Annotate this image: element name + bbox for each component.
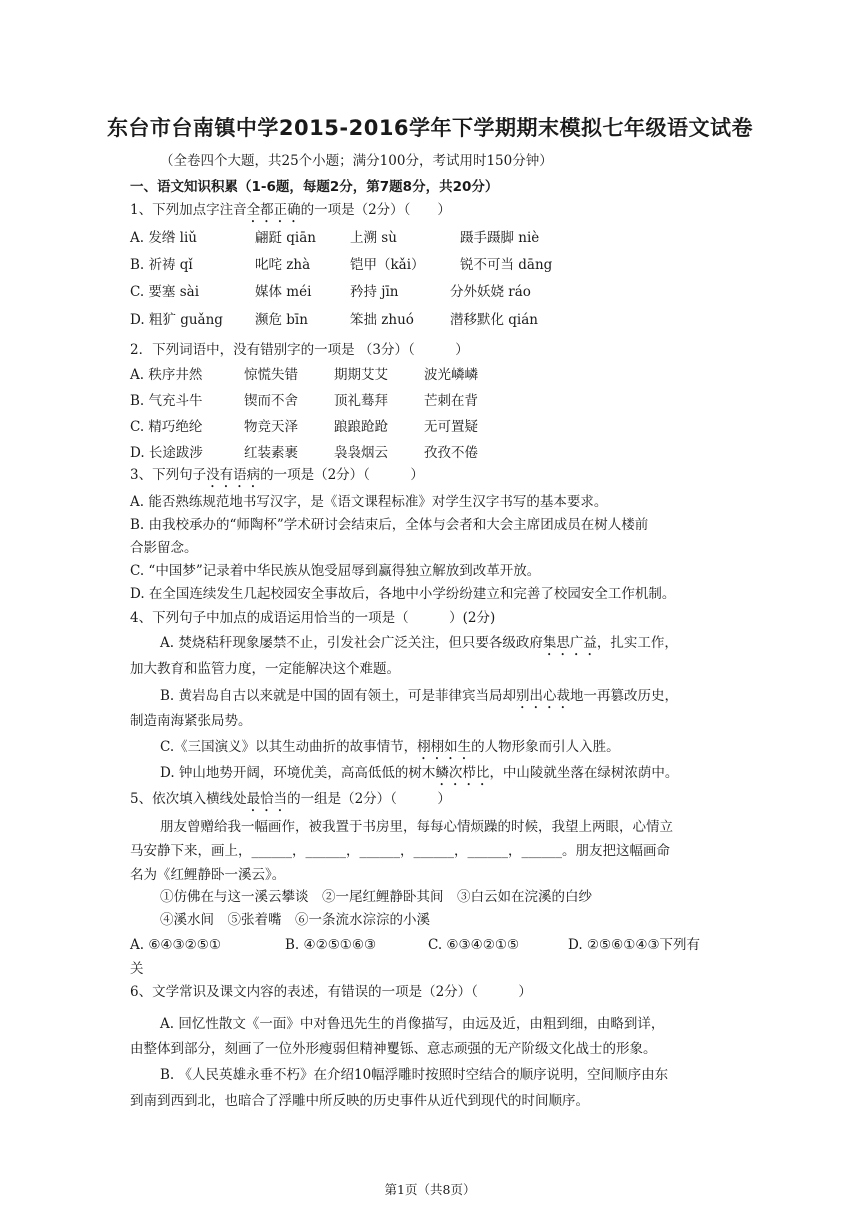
q5-stem-post: 的一组是（2分）（ ）	[287, 791, 451, 807]
q1-b-3: 铠甲（kǎi）	[350, 257, 425, 273]
q4-b-pre: B. 黄岩岛自古以来就是中国的固有领土，可是菲律宾当局却	[160, 688, 517, 704]
q2-b-3: 顶礼蓦拜	[334, 393, 388, 409]
q1-d-4: 潜移默化 qián	[450, 312, 538, 328]
q4-option-a-line1	[160, 634, 730, 659]
q4-a-idiom: 集思广益	[542, 635, 597, 651]
q5-stem-emphasis: 最恰当	[246, 791, 288, 807]
q2-a-2: 惊慌失错	[244, 367, 298, 383]
question-1-stem	[130, 201, 730, 226]
q1-b-1: B. 祈祷 qǐ	[130, 257, 193, 273]
q2-d-3: 袅袅烟云	[334, 445, 388, 461]
q2-d-4: 孜孜不倦	[424, 445, 478, 461]
question-4-stem: 4、下列句子中加点的成语运用恰当的一项是（ ）(2分)	[130, 610, 496, 626]
q5-stem-pre: 5、依次填入横线处	[130, 791, 247, 807]
q4-b-post: 地一再篡改历史，	[570, 688, 679, 704]
q6-option-b-line1: B. 《人民英雄永垂不朽》在介绍10幅浮雕时按照时空结合的顺序说明，空间顺序由东	[160, 1067, 669, 1083]
question-5-stem	[130, 790, 730, 815]
q4-b-idiom: 别出心裁	[516, 688, 571, 704]
q2-b-1: B. 气充斗牛	[130, 393, 203, 409]
q3-stem-pre: 3、下列句子	[130, 467, 207, 483]
q2-d-2: 红装素裹	[244, 445, 298, 461]
q1-d-2: 濒危 bīn	[255, 312, 308, 328]
q2-d-1: D. 长途跋涉	[130, 445, 203, 461]
q5-passage-line1: 朋友曾赠给我一幅画作，被我置于书房里，每每心情烦躁的时候，我望上两眼，心情立	[160, 819, 673, 835]
q6-option-a-line2: 由整体到部分，刻画了一位外形瘦弱但精神矍铄、意志顽强的无产阶级文化战士的形象。	[130, 1041, 657, 1057]
q3-option-b-line1: B. 由我校承办的“师陶杯”学术研讨会结束后，全体与会者和大会主席团成员在树人楼前	[130, 517, 649, 533]
q4-c-idiom: 栩栩如生	[417, 739, 472, 755]
q4-c-pre: C.《三国演义》以其生动曲折的故事情节，	[160, 739, 418, 755]
q3-option-a: A. 能否熟练规范地书写汉字，是《语文课程标准》对学生汉字书写的基本要求。	[130, 494, 608, 510]
q1-a-1: A. 发绺 liǔ	[130, 230, 197, 246]
q2-c-4: 无可置疑	[424, 419, 478, 435]
q3-stem-emphasis: 没有语病	[206, 467, 261, 483]
q1-b-4: 锐不可当 dāng	[460, 257, 553, 273]
q6-option-b-line2: 到南到西到北，也暗合了浮雕中所反映的历史事件从近代到现代的时间顺序。	[130, 1093, 589, 1109]
q1-b-2: 叱咤 zhà	[255, 257, 311, 273]
q2-c-1: C. 精巧绝纶	[130, 419, 203, 435]
q4-option-b-line1	[160, 687, 730, 712]
page-number: 第1页（共8页）	[384, 1182, 476, 1197]
q5-option-a: A. ⑥④③②⑤①	[130, 937, 221, 953]
q4-d-pre: D. 钟山地势开阔，环境优美，高高低低的树木	[160, 765, 436, 781]
q1-a-2: 翩跹 qiān	[255, 230, 316, 246]
q4-option-c	[160, 738, 730, 763]
q4-c-post: 的人物形象而引人入胜。	[471, 739, 620, 755]
q2-b-4: 芒刺在背	[424, 393, 478, 409]
q4-d-post: ，中山陵就坐落在绿树浓荫中。	[489, 765, 679, 781]
question-2-stem: 2．下列词语中，没有错别字的一项是 （3分）（ ）	[130, 342, 469, 358]
q5-sentences-line1: ①仿佛在与这一溪云攀谈 ②一尾红鲤静卧其间 ③白云如在浣溪的白纱	[160, 889, 592, 905]
q1-stem-pre: 1、下列加点字注音	[130, 202, 247, 218]
q2-a-1: A. 秩序井然	[130, 367, 203, 383]
q1-stem-post: 的一项是（2分）（ ）	[300, 202, 451, 218]
q4-option-d	[160, 764, 730, 789]
q2-b-2: 锲而不舍	[244, 393, 298, 409]
q1-c-4: 分外妖娆 ráo	[450, 284, 531, 300]
q2-a-3: 期期艾艾	[334, 367, 388, 383]
q5-sentences-line2: ④溪水间 ⑤张着嘴 ⑥一条流水淙淙的小溪	[160, 912, 430, 928]
q1-d-1: D. 粗犷 guǎng	[130, 312, 223, 328]
q3-option-b-line2: 合影留念。	[130, 540, 198, 556]
q4-a-pre: A. 焚烧秸秆现象屡禁不止，引发社会广泛关注，但只要各级政府	[160, 635, 543, 651]
q5-passage-line3: 名为《红鲤静卧一溪云》。	[130, 867, 286, 883]
q5-passage-line2: 马安静下来，画上，______，______，______，______，______，______。朋友把这幅画命	[130, 843, 670, 859]
exam-title: 东台市台南镇中学2015-2016学年下学期期末模拟七年级语文试卷	[106, 116, 754, 140]
q5-tail: 关	[130, 961, 144, 977]
question-6-stem: 6、文学常识及课文内容的表述，有错误的一项是（2分）（ ）	[130, 984, 532, 1000]
q5-option-b: B. ④②⑤①⑥③	[285, 937, 377, 953]
q3-option-c: C. “中国梦”记录着中华民族从饱受屈辱到赢得独立解放到改革开放。	[130, 563, 541, 579]
q4-option-a-line2: 加大教育和监管力度，一定能解决这个难题。	[130, 661, 400, 677]
q6-option-a-line1: A. 回忆性散文《一面》中对鲁迅先生的肖像描写，由远及近，由粗到细，由略到详，	[160, 1016, 665, 1032]
exam-subtitle: （全卷四个大题，共25个小题；满分100分，考试用时150分钟）	[160, 153, 553, 169]
q2-c-2: 物竞天泽	[244, 419, 298, 435]
q1-a-4: 蹑手蹑脚 niè	[460, 230, 540, 246]
q1-c-3: 矜持 jīn	[350, 284, 399, 300]
q2-c-3: 踉踉跄跄	[334, 419, 388, 435]
q4-option-b-line2: 制造南海紧张局势。	[130, 713, 252, 729]
q1-a-3: 上溯 sù	[350, 230, 397, 246]
q4-d-idiom: 鳞次栉比	[435, 765, 490, 781]
q5-option-d: D. ②⑤⑥①④③下列有	[568, 937, 701, 953]
q3-option-d: D. 在全国连续发生几起校园安全事故后，各地中小学纷纷建立和完善了校园安全工作机制。	[130, 586, 676, 602]
q3-stem-post: 的一项是（2分）（ ）	[260, 467, 424, 483]
question-3-stem	[130, 466, 730, 491]
q1-d-3: 笨拙 zhuó	[350, 312, 414, 328]
q4-a-post: ，扎实工作，	[596, 635, 678, 651]
q2-a-4: 波光嶙嶙	[424, 367, 478, 383]
q5-option-c: C. ⑥③④②①⑤	[428, 937, 520, 953]
q1-c-2: 媒体 méi	[255, 284, 312, 300]
q1-c-1: C. 要塞 sài	[130, 284, 200, 300]
q1-stem-emphasis: 全都正确	[246, 202, 301, 218]
section-heading-1: 一、语文知识积累（1-6题，每题2分，第7题8分，共20分）	[130, 179, 499, 195]
